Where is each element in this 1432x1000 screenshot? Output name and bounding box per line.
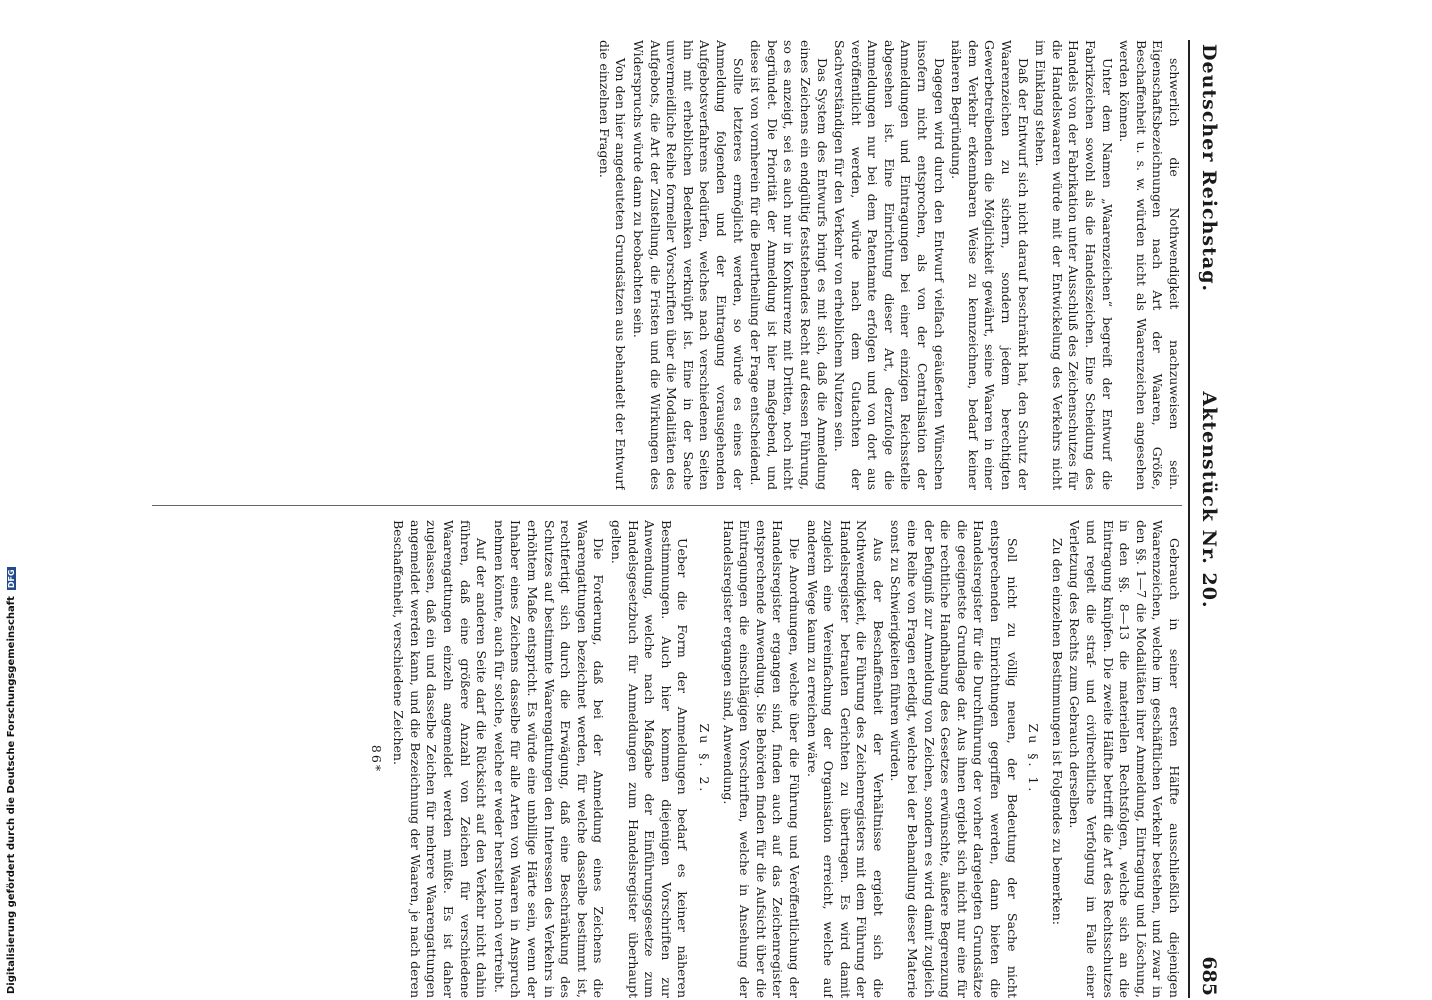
digitization-credit [6,569,20,994]
page-signature: 86* [368,744,384,774]
left-text-column [152,40,1182,490]
paragraph: Soll nicht zu völlig neuen, der Bedeutung der Sache nicht entsprechenden Einrichtungen gegriffen werden, dann bieten die Handelsregister für die Durchführung der vorher dargelegten Grundsätze die geeignetste Grundlage dar. Aus ihnen ergiebt sich nicht nur eine für die rechtliche Handhabung des Gesetzes erwünschte, äußere Begrenzung der Befugniß zur Anmeldung von Zeichen, sondern es wird damit zugleich eine Reihe von Fragen erledigt, welche bei der Behandlung dieser Materie sonst zu Schwierigkeiten führen würden. [888,520,1020,998]
paragraph: Daß der Entwurf sich nicht darauf beschränkt hat, den Schutz der Waarenzeichen zu sichern, sondern jedem berechtigten Gewerbetreibenden die Möglichkeit gewährt, seine Waaren in einer dem Verkehr erkennbaren Weise zu kennzeichnen, bedarf keiner näheren Begründung. [949,40,1031,490]
section-heading: Zu §. 2. [696,723,712,795]
paragraph: Sollte letzteres ermöglicht werden, so würde es eines der Anmeldung folgenden und der Eintragung vorausgehenden Aufgebotsverfahrens bedürfen, welches nach verschiedenen Seiten hin mit erheblichen Bedenken verknüpft ist. Eine in der Sache unvermeidliche Reihe formeller Vorschriften über die Modalitäten des Aufgebots, die Art der Zustellung, die Fristen und die Wirkungen des Widerspruchs würde dann zu beobachten sein. [631,40,746,490]
page-number: 685 [1198,956,1220,996]
running-head-center-title: Aktenstück Nr. 20. [1198,391,1220,609]
paragraph: Die Forderung, daß bei der Anmeldung eines Zeichens die Waarengattungen bezeichnet werden, für welche dasselbe bestimmt ist, rechtfertigt sich durch die Erwägung, daß eine Beschränkung des Schutzes auf bestimmte Waarengattungen den Interessen des Verkehrs in erhöhtem Maße entspricht. Es würde eine unbillige Härte sein, wenn der Inhaber eines Zeichens dasselbe für alle Arten von Waaren in Anspruch nehmen könnte, auch für solche, welche er weder herstellt noch vertreibt. [491,520,607,998]
paragraph: Unter dem Namen „Waarenzeichen“ begreift der Entwurf die Fabrikzeichen sowohl als die Handelszeichen. Eine Scheidung des Handels von der Fabrikation unter Ausschluß des Zeichenschutzes für die Handelswaaren würde mit der Entwickelung des Verkehrs nicht im Einklang stehen. [1033,40,1115,490]
paragraph: Aus der Beschaffenheit der Verhältnisse ergiebt sich die Nothwendigkeit, die Führung des Zeichenregisters mit dem Führung der Handelsregister betrauten Gerichten zu übertragen. Es wird damit zugleich eine Vereinfachung der Organisation erreicht, welche auf anderem Wege kaum zu erreichen wäre. [804,520,886,998]
column-divider [152,505,1182,506]
running-head [1184,0,1224,1000]
header-rule [1188,40,1190,998]
running-head-left-title: Deutscher Reichstag. [1198,44,1220,293]
scanned-page [126,0,1226,1000]
paragraph: Ueber die Form der Anmeldungen bedarf es keiner näheren Bestimmungen. Auch hier kommen diejenigen Vorschriften zur Anwendung, welche nach Maßgabe der Einführungsgesetze zum Handelsgesetzbuch für Anmeldungen zum Handelsregister überhaupt gelten. [609,520,691,998]
right-text-column [152,520,1182,998]
intro-closing-line: Zu den einzelnen Bestimmungen ist Folgendes zu bemerken: [1049,538,1065,925]
dfg-logo: DFG [6,569,16,589]
paragraph: Gebrauch in seiner ersten Hälfte ausschließlich diejenigen Waarenzeichen, welche im geschäftlichen Verkehr bestehen, und zwar in den §§. 1—7 die Modalitäten ihrer Anmeldung, Eintragung und Löschung, in den §§. 8—13 die materiellen Rechtsfolgen, welche sich an die Eintragung knüpfen. Die zweite Hälfte betrifft die Art des Rechtsschutzes und regelt die straf- und civilrechtliche Verfolgung im Falle einer Verletzung des Rechts zum Gebrauch derselben. [1067,520,1182,998]
paragraph: Von den hier angedeuteten Grundsätzen aus behandelt der Entwurf die einzelnen Fragen. [596,40,629,490]
paragraph: Das System des Entwurfs bringt es mit sich, daß die Anmeldung eines Zeichens ein endgültig feststehendes Recht auf dessen Führung, so es anzeigt, sei es auch nur in Konkurrenz mit Dritten, noch nicht begründet. Die Priorität der Anmeldung ist hier maßgebend, und diese ist von vornherein für die Beurtheilung der Frage entscheidend. [748,40,830,490]
section-heading: Zu §. 1. [1026,723,1042,795]
paragraph: Die Anordnungen, welche über die Führung und Veröffentlichung der Handelsregister ergangen sind, finden auch auf das Zeichenregister entsprechende Anwendung. Sie Behörden finden für die Aufsicht über die Eintragungen die einschlägigen Vorschriften, welche in Ansehung der Handelsregister ergangen sind, Anwendung. [720,520,802,998]
paragraph: Dagegen wird durch den Entwurf vielfach geäußerten Wünschen insofern nicht entsprochen, als von der Centralisation der Anmeldungen und Eintragungen bei einer einzigen Reichsstelle abgesehen ist. Eine Einrichtung dieser Art, derzufolge die Anmeldungen nur bei dem Patentamte erfolgen und von dort aus veröffentlicht werden, würde nach dem Gutachten der Sachverständigen für den Verkehr von erheblichem Nutzen sein. [832,40,947,490]
paragraph: schwerlich die Nothwendigkeit nachzuweisen sein. Eigenschaftsbezeichnungen nach Art der Waaren, Größe, Beschaffenheit u. s. w. würden nicht als Waarenzeichen angesehen werden können. [1117,40,1182,490]
paragraph: Auf der anderen Seite darf die Rücksicht auf den Verkehr nicht dahin führen, daß eine größere Anzahl von Zeichen für verschiedene Waarengattungen einzeln angemeldet werden müßte. Es ist daher zugelassen, daß ein und dasselbe Zeichen für mehrere Waarengattungen angemeldet werden kann, und die Bezeichnung der Waaren, je nach deren Beschaffenheit, verschiedene Zeichen. [391,520,490,998]
credit-text: Digitalisierung gefördert durch die Deutsche Forschungsgemeinschaft [6,596,17,994]
